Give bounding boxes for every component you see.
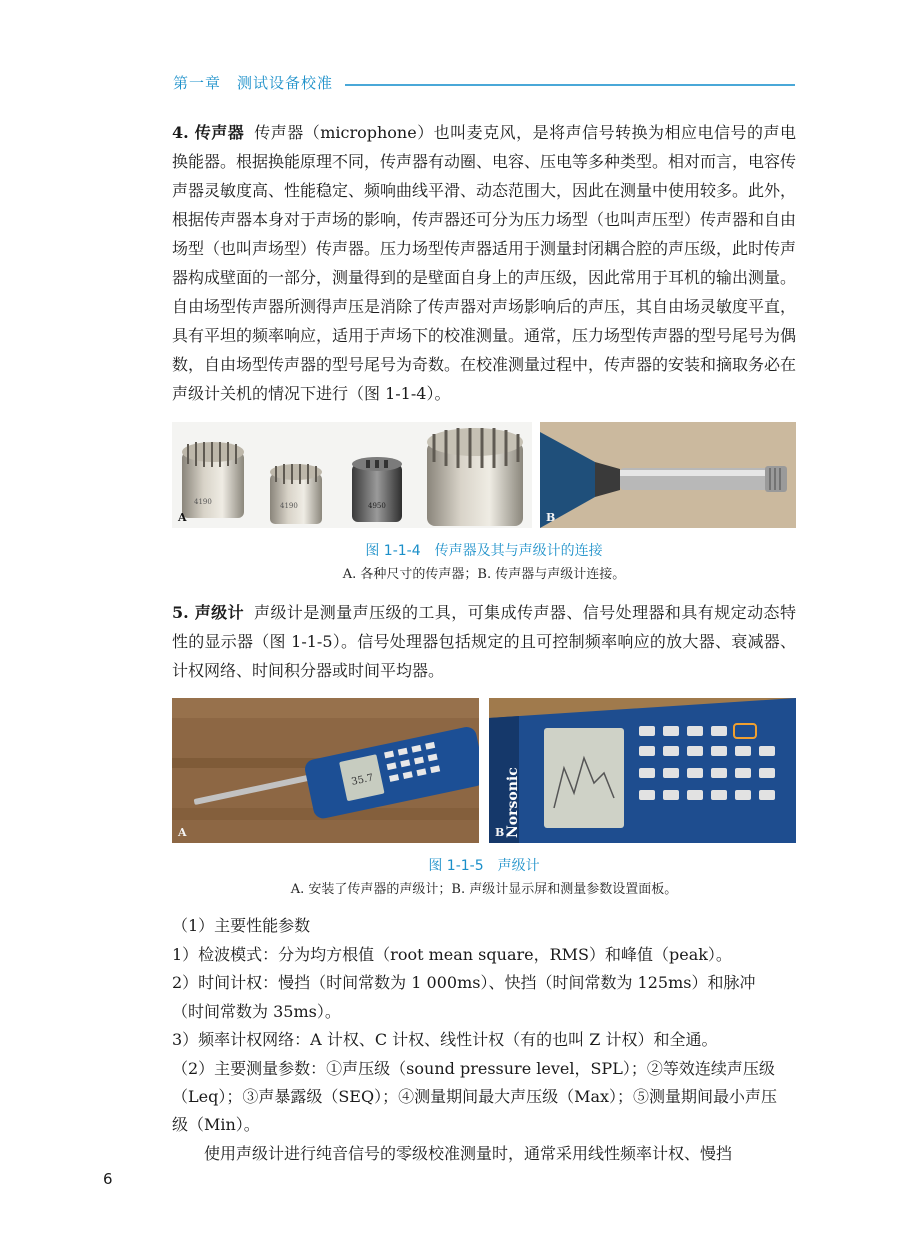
section-5-paragraph [172, 598, 796, 685]
figure-1-1-5-panel-b [489, 698, 796, 843]
microphone-large-1 [182, 442, 244, 518]
params-line-6: （2）主要测量参数：①声压级（sound pressure level，SPL）；②等效连续声压级 [172, 1059, 775, 1078]
section-4-paragraph [172, 118, 796, 408]
brand-name: Norsonic [505, 767, 521, 838]
microphone-large-2 [270, 464, 322, 524]
figure-1-1-4-panel-b [540, 422, 796, 528]
params-line-5: 3）频率计权网络：A 计权、C 计权、线性计权（有的也叫 Z 计权）和全通。 [172, 1030, 718, 1049]
figure-1-1-5-a-label: A [178, 826, 187, 839]
chapter-header [173, 72, 795, 96]
meter-reading: 35.7 [350, 772, 375, 788]
sound-level-meter-image [172, 698, 479, 843]
page-number: 6 [103, 1170, 113, 1188]
microphone-connection-image [540, 422, 796, 528]
figure-1-1-4-title: 图 1-1-4 传声器及其与声级计的连接 [365, 543, 603, 559]
params-line-1: （1）主要性能参数 [172, 916, 311, 935]
section-4-body: 传声器（microphone）也叫麦克风，是将声信号转换为相应电信号的声电换能器。根据换能原理不同，传声器有动圈、电容、压电等多种类型。相对而言，电容传声器灵敏度高、性能稳定、频响曲线平滑、动态范围大，因此在测量中使用较多。此外，根据传声器本身对于声场的影响，传声器还可分为压力场型（也叫声压型）传声器和自由场型（也叫声场型）传声器。压力场型传声器适用于测量封闭耦合腔的声压级，此时传声器构成壁面的一部分，测量得到的是壁面自身上的声压级，因此常用于耳机的输出测量。自由场型传声器所测得声压是消除了传声器对声场影响后的声压，其自由场灵敏度平直，具有平坦的频率响应，适用于声场下的校准测量。通常，压力场型传声器的型号尾号为偶数，自由场型传声器的型号尾号为奇数。在校准测量过程中，传声器的安装和摘取务必在声级计关机的情况下进行（图 1-1-4）。 [172, 123, 797, 403]
header-rule [345, 84, 795, 86]
params-line-3: 2）时间计权：慢挡（时间常数为 1 000ms）、快挡（时间常数为 125ms）和脉冲 [172, 973, 756, 992]
meter-panel-image [489, 698, 796, 843]
microphone-largest [427, 428, 523, 526]
params-line-2: 1）检波模式：分为均方根值（root mean square，RMS）和峰值（peak）。 [172, 945, 732, 964]
chapter-title: 第一章 测试设备校准 [173, 74, 334, 92]
figure-1-1-4-subtitle: A. 各种尺寸的传声器；B. 传声器与声级计连接。 [342, 567, 626, 582]
section-5-body: 声级计是测量声压级的工具，可集成传声器、信号处理器和具有规定动态特性的显示器（图 1-1-5）。信号处理器包括规定的且可控制频率响应的放大器、衰减器、计权网络、时间积分器或时间平均器。 [172, 603, 796, 680]
section-4-heading: 4. 传声器 [172, 123, 245, 142]
figure-1-1-5-b-label: B [495, 826, 505, 839]
mic-2-label: 4190 [280, 502, 298, 510]
params-line-4: （时间常数为 35ms）。 [172, 1002, 341, 1021]
section-5-heading: 5. 声级计 [172, 603, 245, 622]
mic-3-label: 4950 [368, 502, 386, 510]
mic-1-label: 4190 [194, 498, 212, 506]
params-line-7: （Leq）；③声暴露级（SEQ）；④测量期间最大声压级（Max）；⑤测量期间最小声压 [172, 1087, 778, 1106]
figure-1-1-5-subtitle: A. 安装了传声器的声级计；B. 声级计显示屏和测量参数设置面板。 [290, 882, 678, 897]
figure-1-1-5-panel-a [172, 698, 479, 843]
figure-1-1-5-title: 图 1-1-5 声级计 [428, 858, 540, 874]
microphones-image [172, 422, 532, 528]
figure-1-1-4-panel-a [172, 422, 532, 528]
figure-1-1-4-a-label: A [178, 511, 187, 524]
microphone-small [352, 457, 402, 522]
figure-1-1-4-b-label: B [546, 511, 556, 524]
params-line-8: 级（Min）。 [172, 1115, 260, 1134]
params-line-9: 使用声级计进行纯音信号的零级校准测量时，通常采用线性频率计权、慢挡 [204, 1144, 733, 1163]
